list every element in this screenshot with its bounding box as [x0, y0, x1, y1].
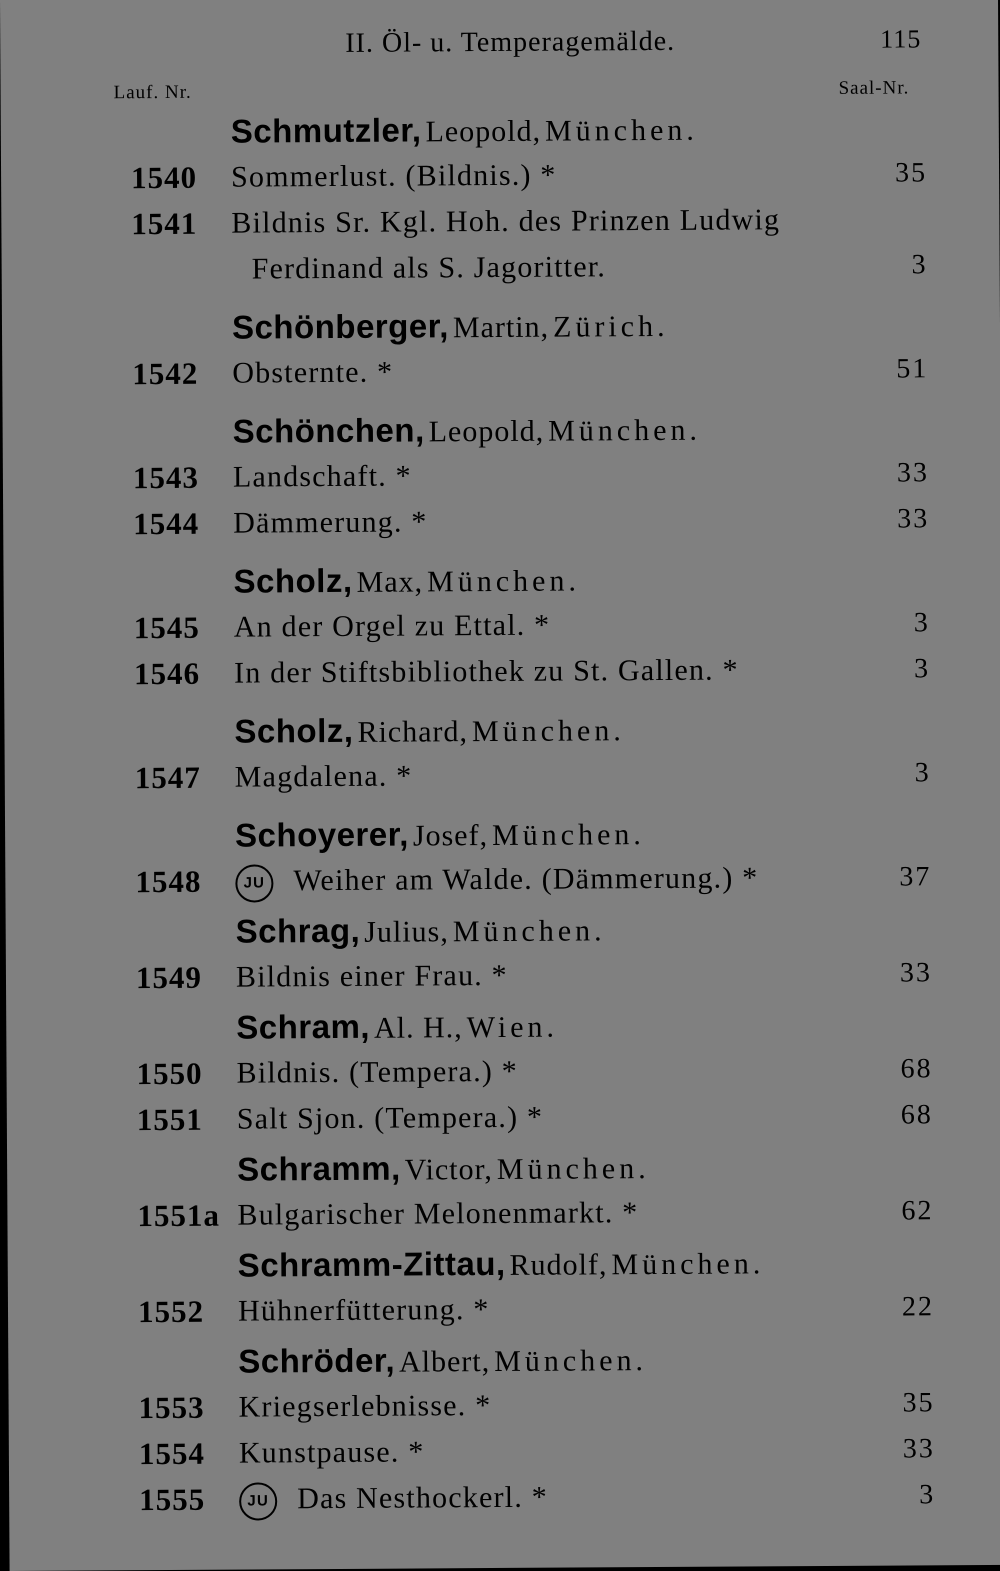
- room-number: 37: [899, 861, 932, 893]
- room-number: 33: [897, 503, 930, 535]
- entry-number: 1551: [136, 1101, 203, 1138]
- entry-title: [231, 153, 557, 201]
- entry-title-text: In der Stiftsbibliothek zu St. Gallen. *: [234, 653, 739, 690]
- artist-heading: [3, 554, 1000, 606]
- column-header-number: Lauf. Nr.: [113, 81, 192, 104]
- jury-mark-icon: JU: [235, 864, 273, 902]
- artist-heading: [5, 808, 1000, 860]
- entry-title: [237, 1095, 544, 1143]
- artist-name: Schönchen,: [232, 411, 425, 450]
- artist-city: München.: [491, 818, 645, 853]
- entry-number: 1545: [133, 609, 200, 646]
- entry-title: [236, 953, 508, 1001]
- entry-title-text: Weiher am Walde. (Dämmerung.) *: [293, 861, 759, 898]
- catalog-entry: [7, 1092, 1000, 1144]
- artist-city: Wien.: [466, 1010, 559, 1045]
- catalog-entry: [3, 450, 1000, 502]
- catalog-entry-continuation: [2, 242, 1000, 294]
- entry-title-text: Landschaft. *: [232, 459, 412, 494]
- entry-title: [237, 1190, 638, 1238]
- artist-heading: [8, 1334, 1000, 1386]
- room-number: 68: [900, 1053, 933, 1085]
- artist-city: München.: [452, 914, 606, 949]
- artist-first-name: Leopold,: [428, 414, 545, 449]
- entry-number: 1541: [131, 205, 198, 242]
- catalog-entry: [4, 600, 1000, 652]
- artist-first-name: Leopold,: [425, 114, 542, 149]
- entry-number: 1542: [132, 355, 199, 392]
- artist-city: München.: [426, 564, 581, 599]
- entry-title: [238, 1287, 490, 1335]
- artist-name: Scholz,: [234, 711, 354, 750]
- room-number: 3: [913, 607, 930, 639]
- catalog-entry: [8, 1284, 1000, 1336]
- room-number: 22: [901, 1291, 935, 1323]
- entry-title-text: Kriegserlebnisse. *: [238, 1389, 492, 1424]
- entry-title: [235, 855, 758, 904]
- artist-name: Schoyerer,: [234, 815, 409, 854]
- artist-name: Scholz,: [233, 561, 353, 600]
- artist-city: München.: [544, 113, 698, 148]
- artist-name: Schröder,: [238, 1341, 396, 1380]
- entry-title: [231, 197, 780, 246]
- entry-title: [239, 1429, 425, 1476]
- artist-heading: [4, 704, 1000, 756]
- artist-city: München.: [494, 1344, 648, 1379]
- entry-title: [232, 350, 393, 397]
- artist-city: München.: [471, 714, 625, 749]
- catalog-entry: [6, 1046, 1000, 1098]
- entry-title-text: Das Nesthockerl. *: [297, 1480, 548, 1516]
- artist-name: Schramm-Zittau,: [237, 1244, 506, 1284]
- catalog-entry: [5, 854, 1000, 906]
- entry-number: 1552: [137, 1293, 205, 1330]
- room-number: 35: [894, 157, 928, 189]
- room-number: 68: [900, 1099, 933, 1131]
- entry-title: [234, 648, 739, 697]
- room-number: 33: [902, 1433, 935, 1465]
- artist-name: Schmutzler,: [230, 111, 422, 150]
- catalog-entry: [4, 646, 1000, 698]
- artist-heading: [6, 1000, 1000, 1052]
- entry-title: [233, 499, 428, 546]
- room-number: 35: [902, 1387, 935, 1419]
- entry-number: 1554: [138, 1435, 205, 1472]
- artist-first-name: Richard,: [357, 715, 469, 749]
- artist-first-name: Martin,: [452, 310, 550, 345]
- room-number: 33: [896, 457, 930, 489]
- entry-number: 1549: [135, 959, 203, 996]
- entry-number: 1548: [135, 863, 202, 900]
- entry-number: 1540: [130, 159, 198, 196]
- catalog-entry: [5, 750, 1000, 802]
- entry-title-text: Bildnis Sr. Kgl. Hoh. des Prinzen Ludwig: [231, 203, 781, 240]
- artist-heading: [7, 1142, 1000, 1194]
- entry-number: 1547: [134, 759, 201, 796]
- page-number: 115: [880, 24, 922, 54]
- artist-name: Schram,: [236, 1007, 371, 1046]
- room-number: 62: [901, 1195, 934, 1227]
- room-number: 3: [914, 653, 931, 685]
- entry-title-text: Obsternte. *: [232, 355, 394, 390]
- entry-title-text: Dämmerung. *: [233, 505, 428, 540]
- artist-heading: [8, 1238, 1000, 1290]
- artist-city: Zürich.: [552, 309, 669, 344]
- entry-number: 1543: [132, 459, 200, 496]
- entry-title-text: Sommerlust. (Bildnis.) *: [230, 158, 557, 194]
- room-number: 33: [899, 957, 933, 989]
- artist-city: München.: [611, 1247, 765, 1282]
- room-number: 3: [911, 249, 928, 281]
- catalog-entry: [1, 196, 999, 248]
- catalog-entry: [1, 150, 999, 202]
- entry-title-text: Salt Sjon. (Tempera.) *: [236, 1100, 544, 1136]
- entry-title-text: An der Orgel zu Ettal. *: [233, 608, 551, 644]
- entry-number: 1544: [133, 505, 200, 542]
- entry-title-text: Bildnis einer Frau. *: [235, 958, 508, 994]
- artist-first-name: Julius,: [364, 915, 449, 949]
- artist-name: Schramm,: [237, 1149, 401, 1188]
- entry-title: [234, 603, 551, 651]
- entry-number: 1553: [138, 1389, 205, 1426]
- catalog-entry: [8, 1380, 1000, 1432]
- artist-first-name: Max,: [356, 565, 424, 599]
- catalog-entry: [9, 1472, 1000, 1524]
- entry-title-text: Bulgarischer Melonenmarkt. *: [237, 1196, 639, 1232]
- entry-title: [235, 753, 413, 800]
- artist-city: München.: [548, 413, 702, 448]
- entry-number: 1550: [136, 1055, 203, 1092]
- column-header-room: Saal-Nr.: [838, 77, 910, 99]
- artist-first-name: Rudolf,: [509, 1248, 608, 1282]
- entry-title-text: Bildnis. (Tempera.) *: [236, 1054, 519, 1090]
- artist-first-name: Josef,: [412, 819, 489, 853]
- artist-name: Schönberger,: [231, 307, 450, 346]
- catalog-entry: [7, 1188, 1000, 1240]
- artist-name: Schrag,: [235, 911, 361, 950]
- artist-first-name: Albert,: [398, 1345, 491, 1379]
- entry-title-continued: Ferdinand als S. Jagoritter.: [251, 250, 607, 286]
- entry-title-text: Magdalena. *: [234, 759, 413, 794]
- entry-title-text: Kunstpause. *: [238, 1435, 425, 1470]
- entry-number: 1546: [134, 655, 201, 692]
- jury-mark-icon: JU: [239, 1482, 277, 1520]
- artist-first-name: Victor,: [404, 1153, 493, 1187]
- entry-title: [233, 453, 412, 500]
- artist-city: München.: [496, 1152, 650, 1186]
- catalog-entry: [9, 1426, 1000, 1478]
- catalog-entry: [3, 496, 1000, 548]
- running-head: II. Öl- u. Temperagemälde.: [345, 25, 676, 59]
- room-number: 3: [919, 1479, 936, 1511]
- artist-heading: [3, 404, 1000, 456]
- entry-title: [239, 1475, 548, 1523]
- catalog-entry: [6, 950, 1000, 1002]
- entry-number: 1551a: [137, 1197, 221, 1234]
- room-number: 3: [914, 757, 931, 789]
- artist-heading: [2, 300, 1000, 352]
- artist-first-name: Al. H.,: [373, 1011, 463, 1045]
- artist-heading: [6, 904, 1000, 956]
- entry-title-text: Hühnerfütterung. *: [237, 1293, 490, 1328]
- room-number: 51: [896, 353, 929, 385]
- catalog-entry: [2, 346, 1000, 398]
- entry-number: 1555: [139, 1481, 206, 1518]
- catalog-listing: [1, 104, 1000, 1524]
- entry-title: [238, 1383, 491, 1431]
- entry-title: [236, 1049, 518, 1097]
- artist-heading: [1, 104, 999, 156]
